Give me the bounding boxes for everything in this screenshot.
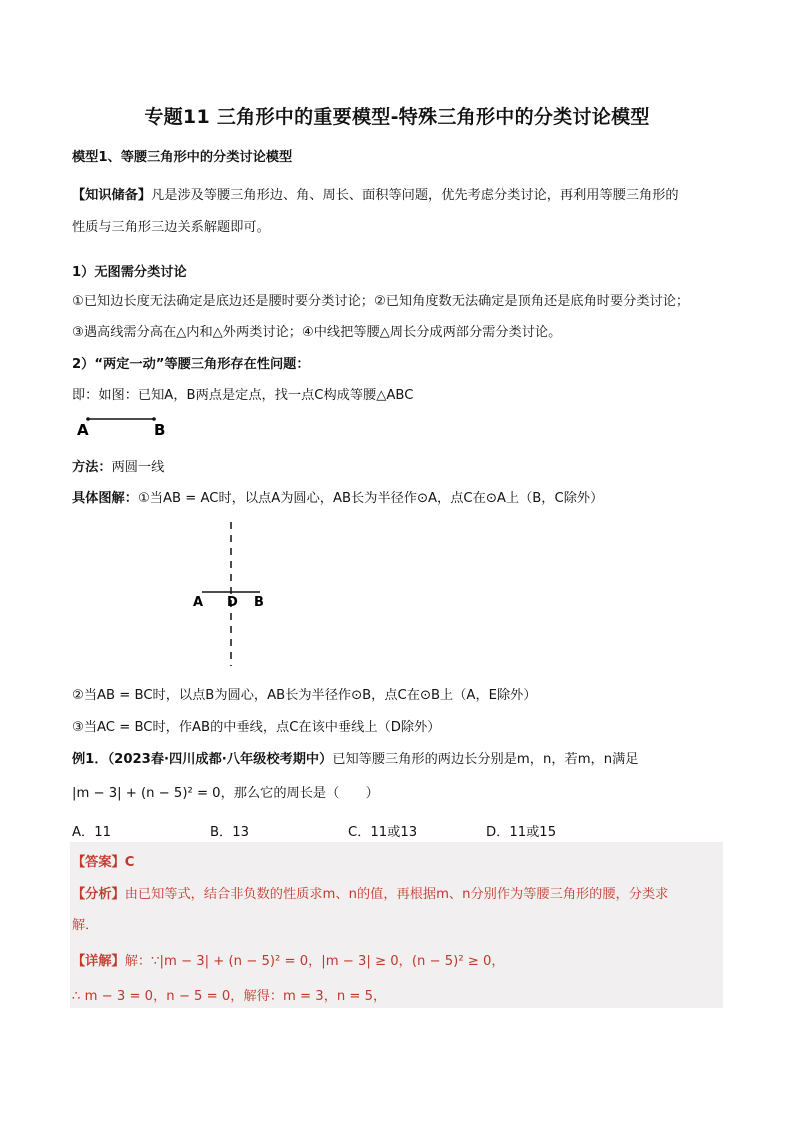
option-c: C．11或13 — [348, 825, 418, 840]
page-title: 专题11 三角形中的重要模型-特殊三角形中的分类讨论模型 — [144, 106, 650, 128]
answer-block — [70, 842, 723, 1008]
figure2-label-d: D — [227, 595, 238, 610]
analysis-line1 — [72, 883, 668, 902]
answer-line — [72, 851, 134, 870]
figure-segment-ab — [72, 410, 182, 440]
detail-solution-text-line2: ∴ m − 3 = 0，n − 5 = 0，解得：m = 3，n = 5， — [72, 989, 387, 1004]
answer-label: 【答案】 — [72, 855, 125, 870]
answer-value: C — [124, 855, 135, 870]
section1-line1: ①已知边长度无法确定是底边还是腰时要分类讨论；②已知角度数无法确定是顶角还是底角时要分类讨论； — [72, 294, 690, 309]
detail-label: 具体图解： — [72, 491, 138, 506]
detail-case3: ③当AC = BC时，作AB的中垂线，点C在该中垂线上（D除外） — [72, 720, 441, 735]
figure1-label-b: B — [154, 421, 166, 439]
detail-solution-line1 — [72, 950, 505, 969]
method-label: 方法： — [72, 460, 112, 475]
detail-solution-label: 【详解】 — [72, 954, 125, 969]
method-text: 两圆一线 — [111, 460, 165, 475]
analysis-label: 【分析】 — [72, 887, 125, 902]
section1-heading: 1）无图需分类讨论 — [72, 265, 187, 280]
detail-case1-line — [72, 487, 603, 506]
figure-perpendicular-bisector — [180, 520, 290, 670]
analysis-text-line2: 解． — [72, 918, 99, 933]
detail-solution-text-line1: 解：∵|m − 3| + (n − 5)² = 0，|m − 3| ≥ 0，(n − 5)² ≥ 0， — [124, 954, 505, 969]
example1-stem1: 已知等腰三角形的两边长分别是m，n，若m，n满足 — [332, 752, 639, 767]
detail-case2: ②当AB = BC时，以点B为圆心，AB长为半径作⊙B，点C在⊙B上（A，E除外） — [72, 688, 537, 703]
section1-line2: ③遇高线需分高在△内和△外两类讨论；④中线把等腰△周长分成两部分需分类讨论。 — [72, 325, 562, 340]
option-b: B．13 — [210, 825, 250, 840]
knowledge-label: 【知识储备】 — [72, 188, 152, 203]
example1-prefix: 例1． — [72, 752, 108, 767]
figure2-label-a: A — [193, 595, 204, 610]
knowledge-line1 — [72, 184, 679, 203]
knowledge-text-line2: 性质与三角形三边关系解题即可。 — [72, 220, 270, 235]
section2-intro: 即：如图：已知A，B两点是定点，找一点C构成等腰△ABC — [72, 388, 414, 403]
model1-heading: 模型1、等腰三角形中的分类讨论模型 — [72, 150, 293, 165]
analysis-text-line1: 由已知等式，结合非负数的性质求m、n的值，再根据m、n分别作为等腰三角形的腰，分类求 — [124, 887, 669, 902]
example1-stem-line1 — [72, 748, 638, 767]
option-a: A．11 — [72, 825, 111, 840]
figure2-label-b: B — [254, 595, 264, 610]
detail-case1: ①当AB = AC时，以点A为圆心，AB长为半径作⊙A，点C在⊙A上（B，C除外） — [137, 491, 604, 506]
example1-source: （2023春·四川成都·八年级校考期中） — [107, 752, 333, 767]
example1-stem-line2: |m − 3| + (n − 5)² = 0，那么它的周长是（ ） — [72, 786, 379, 801]
knowledge-text-line1: 凡是涉及等腰三角形边、角、周长、面积等问题，优先考虑分类讨论，再利用等腰三角形的 — [151, 188, 679, 203]
method-line — [72, 456, 164, 475]
section2-heading: 2）“两定一动”等腰三角形存在性问题： — [72, 357, 310, 372]
option-d: D．11或15 — [486, 825, 557, 840]
figure1-label-a: A — [77, 421, 89, 439]
